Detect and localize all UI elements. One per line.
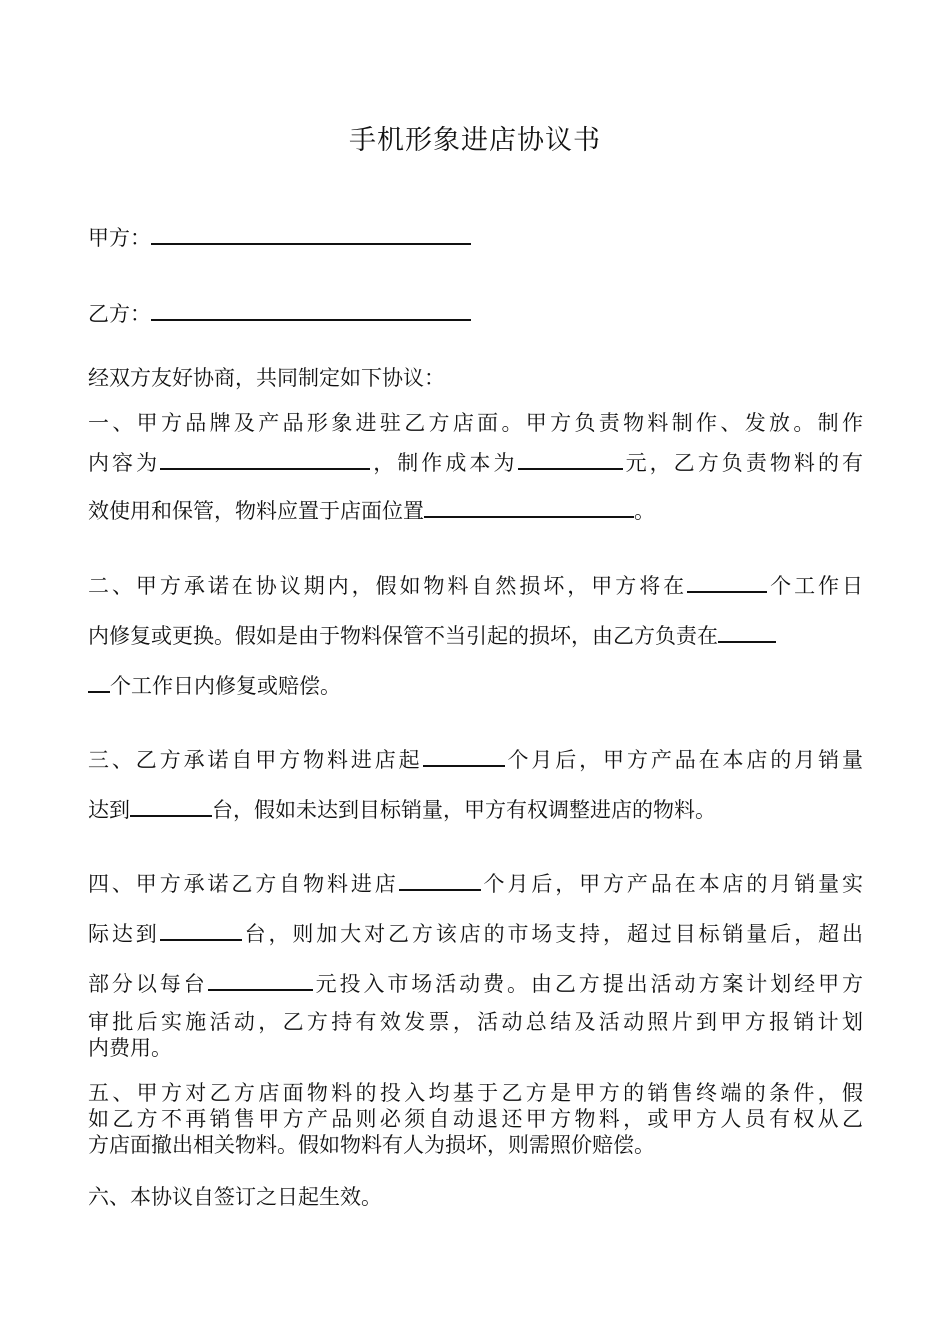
position-blank[interactable] [424,497,634,518]
clause-4-line-2: 际达到 台，则加大对乙方该店的市场支持，超过目标销量后，超出 [88,922,864,946]
content-blank[interactable] [160,449,370,470]
clause-1-line-2: 内容为 ，制作成本为 元，乙方负责物料的有 [88,451,864,475]
clause-3-line-2: 达到 台，假如未达到目标销量，甲方有权调整进店的物料。 [88,798,716,822]
clause-1-line-1: 一、甲方品牌及产品形象进驻乙方店面。甲方负责物料制作、发放。制作 [88,411,863,435]
support-months-blank[interactable] [399,870,481,891]
clause-2-line-1: 二、甲方承诺在协议期内，假如物料自然损坏，甲方将在 个工作日 [88,574,864,598]
clause-2-line-3: 个工作日内修复或赔偿。 [88,672,863,699]
clause-5-line-2: 如乙方不再销售甲方产品则必须自动退还甲方物料，或甲方人员有权从乙 [88,1107,863,1131]
compensation-days-blank-cont[interactable] [88,672,110,693]
party-b-blank[interactable] [151,300,471,321]
intro-text: 经双方友好协商，共同制定如下协议： [88,366,445,390]
clause-4-line-5: 内费用。 [88,1036,172,1060]
clause-4-line-3: 部分以每台 元投入市场活动费。由乙方提出活动方案计划经甲方 [88,972,864,996]
per-unit-fee-blank[interactable] [208,970,313,991]
clause-3-line-1: 三、乙方承诺自甲方物料进店起 个月后，甲方产品在本店的月销量 [88,748,864,772]
party-b-label: 乙方： [88,302,151,326]
repair-days-blank[interactable] [687,572,767,593]
clause-4-line-4: 审批后实施活动，乙方持有效发票，活动总结及活动照片到甲方报销计划 [88,1010,863,1034]
clause-5-line-1: 五、甲方对乙方店面物料的投入均基于乙方是甲方的销售终端的条件，假 [88,1081,863,1105]
party-b-line [88,300,863,327]
clause-4-line-1: 四、甲方承诺乙方自物料进店 个月后，甲方产品在本店的月销量实 [88,872,863,896]
party-a-blank[interactable] [151,224,471,245]
sales-target-blank[interactable] [130,796,212,817]
clause-5-line-3: 方店面撤出相关物料。假如物料有人为损坏，则需照价赔偿。 [88,1133,655,1157]
party-a-label: 甲方： [88,226,151,250]
document-title: 手机形象进店协议书 [349,125,601,156]
compensation-days-blank[interactable] [718,622,776,643]
clause-6: 六、本协议自签订之日起生效。 [88,1185,382,1209]
party-a-line [88,224,863,251]
clause-1-line-3: 效使用和保管，物料应置于店面位置 。 [88,499,655,523]
months-blank[interactable] [423,746,505,767]
actual-sales-blank[interactable] [160,920,242,941]
clause-2-line-2: 内修复或更换。假如是由于物料保管不当引起的损坏，由乙方负责在 [88,622,863,649]
cost-blank[interactable] [518,449,623,470]
